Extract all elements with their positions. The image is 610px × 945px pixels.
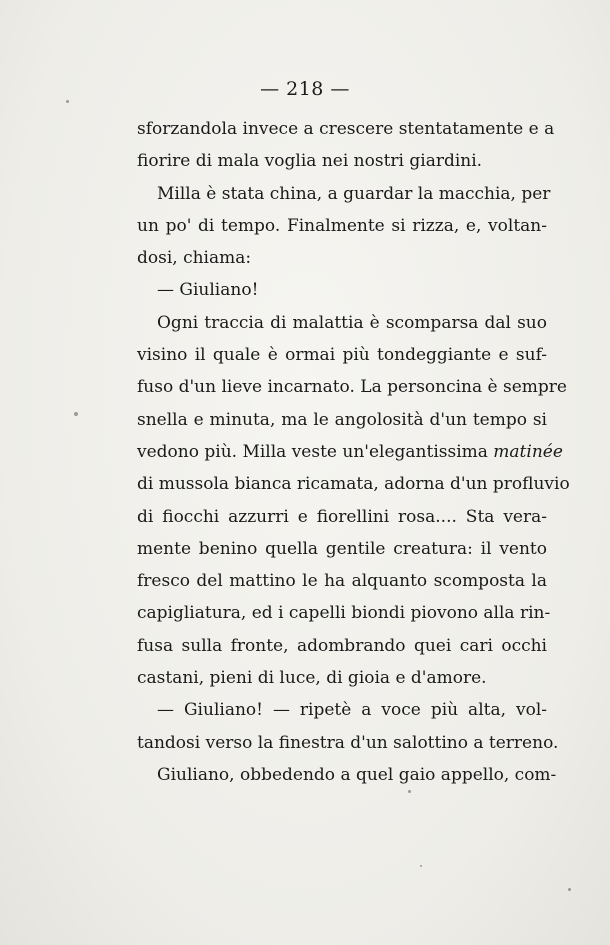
text-line: Giuliano, obbedendo a quel gaio appello, com- bbox=[157, 764, 557, 785]
text-line: fusa sulla fronte, adombrando quei cari occhi bbox=[137, 635, 547, 656]
text-line: — Giuliano! bbox=[157, 280, 259, 301]
text-line bbox=[137, 436, 563, 468]
text-line: fiorire di mala voglia nei nostri giardini. bbox=[137, 151, 483, 172]
text-line: fresco del mattino le ha alquanto scomposta la bbox=[137, 571, 547, 592]
text-line: tandosi verso la finestra d'un salottino a terreno. bbox=[137, 732, 559, 753]
paper-speck bbox=[408, 790, 411, 793]
paper-speck bbox=[74, 412, 78, 416]
paper-speck bbox=[66, 100, 69, 103]
paper-speck bbox=[420, 865, 422, 867]
text-line: dosi, chiama: bbox=[137, 248, 252, 269]
text-line: castani, pieni di luce, di gioia e d'amore. bbox=[137, 668, 487, 689]
text-line: fuso d'un lieve incarnato. La personcina è sempre bbox=[137, 377, 567, 398]
text-line-italic: matinée bbox=[493, 441, 563, 462]
text-line: un po' di tempo. Finalmente si rizza, e, voltan- bbox=[137, 215, 547, 236]
text-line: — Giuliano! — ripetè a voce più alta, vol- bbox=[157, 700, 547, 721]
body-text bbox=[137, 113, 570, 791]
text-line: di fiocchi azzurri e fiorellini rosa.... Sta vera- bbox=[137, 506, 547, 527]
text-line-roman: vedono più. Milla veste un'elegantissima bbox=[137, 441, 494, 462]
text-line: snella e minuta, ma le angolosità d'un tempo si bbox=[137, 409, 547, 430]
text-line: sforzandola invece a crescere stentatamente e a bbox=[137, 119, 555, 139]
text-line: Ogni traccia di malattia è scomparsa dal suo bbox=[157, 312, 547, 333]
page-number: — 218 — bbox=[260, 78, 350, 100]
paper-speck bbox=[568, 888, 571, 891]
text-line: capigliatura, ed i capelli biondi piovono alla rin- bbox=[137, 603, 551, 624]
text-line: di mussola bianca ricamata, adorna d'un profluvio bbox=[137, 474, 570, 495]
text-line: mente benino quella gentile creatura: il vento bbox=[137, 538, 547, 559]
text-line: visino il quale è ormai più tondeggiante e suf- bbox=[137, 345, 547, 366]
text-line: Milla è stata china, a guardar la macchia, per bbox=[157, 183, 551, 204]
